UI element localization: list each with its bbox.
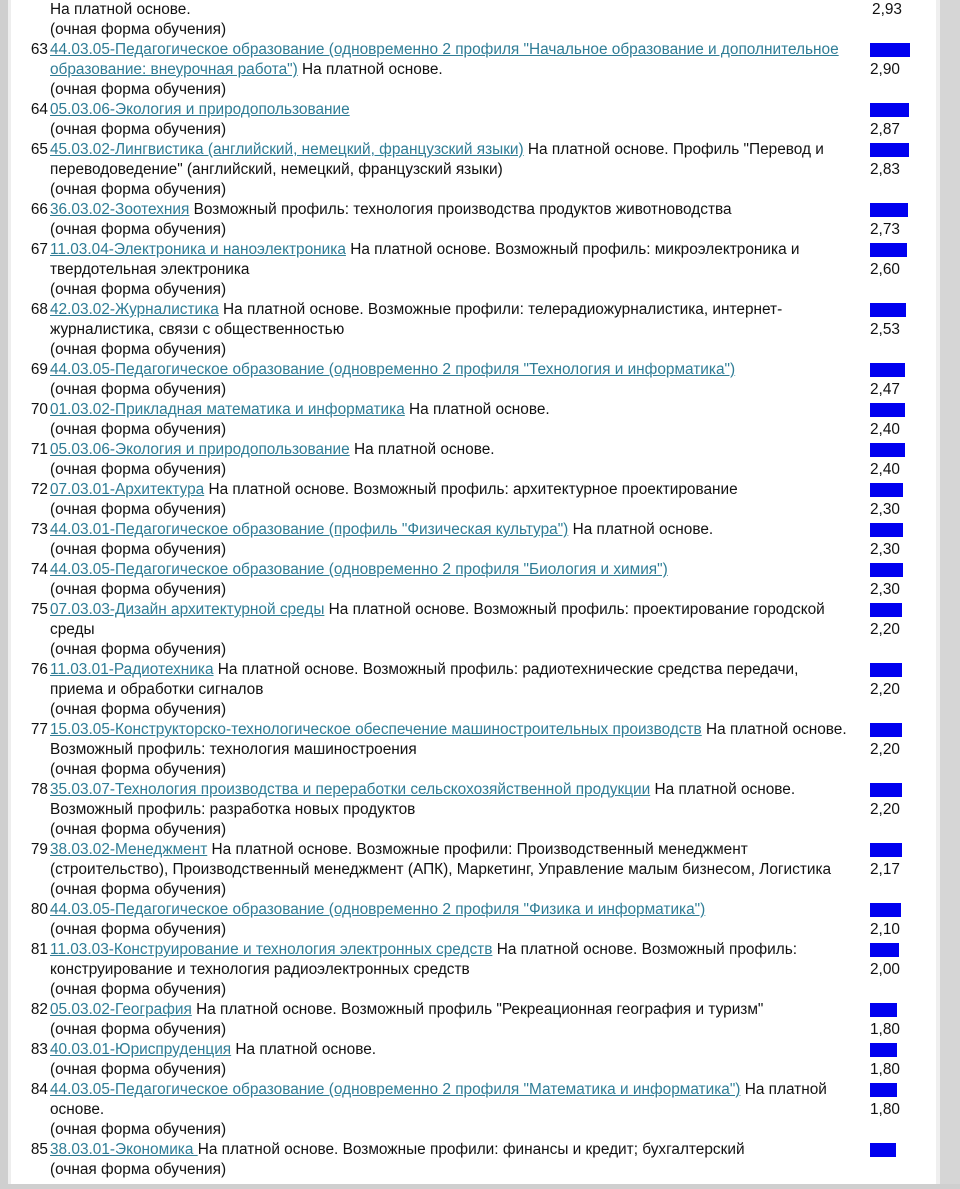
- rating-value: 2,10: [870, 921, 900, 938]
- item-text: На платной основе.: [568, 521, 714, 538]
- rating-cell: [868, 560, 924, 598]
- study-form-label: (очная форма обучения): [50, 981, 227, 998]
- list-item: [0, 100, 936, 140]
- rating-value: 2,20: [870, 681, 900, 698]
- list-item: [0, 780, 936, 840]
- item-rank: 64: [30, 101, 48, 118]
- item-rank: 68: [30, 301, 48, 318]
- study-form-label: (очная форма обучения): [50, 181, 227, 198]
- item-rank: 75: [30, 601, 48, 618]
- list-item: [0, 900, 936, 940]
- rating-value: 2,20: [870, 801, 900, 818]
- rating-cell: [868, 1140, 924, 1157]
- item-rank: 81: [30, 941, 48, 958]
- rating-bar: [870, 1143, 896, 1157]
- rating-value: 2,47: [870, 381, 900, 398]
- study-form-label: (очная форма обучения): [50, 821, 227, 838]
- rating-bar: [870, 903, 901, 917]
- list-item: [0, 1140, 936, 1180]
- rating-bar: [870, 43, 910, 57]
- item-description: [50, 660, 852, 720]
- list-item: [0, 40, 936, 100]
- rating-cell: [868, 1080, 924, 1118]
- ranking-rows: [0, 40, 936, 1180]
- study-form-label: (очная форма обучения): [50, 501, 227, 518]
- rating-cell: [868, 900, 924, 938]
- list-item: [0, 360, 936, 400]
- rating-cell: [868, 100, 924, 138]
- rating-value: 2,53: [870, 321, 900, 338]
- item-text: На платной основе. Возможный профиль: радиотехнические средства передачи, приема и обработки сигналов: [50, 661, 799, 698]
- rating-cell: [868, 400, 924, 438]
- rating-bar: [870, 1083, 897, 1097]
- item-description: [50, 480, 852, 520]
- rating-cell: [868, 780, 924, 818]
- item-rank: 70: [30, 401, 48, 418]
- item-description: [50, 240, 852, 300]
- rating-value: 2,30: [870, 501, 900, 518]
- program-link[interactable]: 44.03.01-Педагогическое образование (профиль "Физическая культура"): [50, 521, 569, 538]
- study-form-label: (очная форма обучения): [50, 641, 227, 658]
- item-text: На платной основе.: [50, 1, 191, 18]
- item-description: [50, 780, 852, 840]
- rating-value: 2,40: [870, 421, 900, 438]
- item-text: На платной основе. Возможные профили: Производственный менеджмент (строительство), Производственный менеджмент (АПК), Маркетинг, Управление малым бизнесом, Логистика: [50, 841, 832, 878]
- program-link[interactable]: 36.03.02-Зоотехния: [50, 201, 190, 218]
- item-description: [50, 520, 852, 560]
- rating-cell: [868, 940, 924, 978]
- item-rank: 69: [30, 361, 48, 378]
- study-form-label: (очная форма обучения): [50, 1161, 227, 1178]
- rating-bar: [870, 303, 906, 317]
- program-link[interactable]: 38.03.02-Менеджмент: [50, 841, 208, 858]
- study-form-label: (очная форма обучения): [50, 281, 227, 298]
- item-text: На платной основе.: [297, 61, 443, 78]
- program-link[interactable]: 07.03.03-Дизайн архитектурной среды: [50, 601, 325, 618]
- study-form-label: (очная форма обучения): [50, 881, 227, 898]
- program-link[interactable]: 05.03.02-География: [50, 1001, 192, 1018]
- study-form-label: (очная форма обучения): [50, 541, 227, 558]
- study-form-label: (очная форма обучения): [50, 341, 227, 358]
- item-description: [50, 360, 852, 400]
- item-text: На платной основе.: [349, 441, 495, 458]
- program-link[interactable]: 45.03.02-Лингвистика (английский, немецкий, французский языки): [50, 141, 524, 158]
- item-rank: 83: [30, 1041, 48, 1058]
- rating-value: 2,30: [870, 581, 900, 598]
- rating-value: 2,30: [870, 541, 900, 558]
- item-description: [50, 840, 852, 900]
- item-rank: 74: [30, 561, 48, 578]
- rating-value: 2,87: [870, 121, 900, 138]
- rating-bar: [870, 103, 909, 117]
- list-item: [0, 1040, 936, 1080]
- item-rank: 65: [30, 141, 48, 158]
- rating-value: 2,40: [870, 461, 900, 478]
- item-rank: 79: [30, 841, 48, 858]
- rating-bar: [870, 203, 908, 217]
- rating-cell: [868, 140, 924, 178]
- rating-bar: [870, 783, 902, 797]
- rating-bar: [870, 523, 903, 537]
- list-item: [0, 600, 936, 660]
- list-item: [0, 520, 936, 560]
- item-description: [50, 940, 852, 1000]
- item-description: [50, 900, 852, 940]
- program-link[interactable]: 05.03.06-Экология и природопользование: [50, 441, 350, 458]
- item-description: [50, 560, 852, 600]
- list-item: [0, 940, 936, 1000]
- rating-bar: [870, 843, 902, 857]
- item-description: [50, 40, 852, 100]
- rating-cell: [868, 1000, 924, 1038]
- item-description: [50, 1040, 852, 1080]
- rating-value: 2,93: [872, 1, 902, 18]
- program-link[interactable]: 11.03.03-Конструирование и технология электронных средств: [50, 941, 493, 958]
- rating-value: 1,80: [870, 1021, 900, 1038]
- rating-bar: [870, 143, 909, 157]
- program-link[interactable]: 38.03.01-Экономика: [50, 1141, 198, 1158]
- item-description: [50, 0, 852, 40]
- rating-bar: [870, 563, 903, 577]
- item-description: [50, 140, 852, 200]
- rating-bar: [870, 443, 905, 457]
- rating-cell: [868, 1040, 924, 1078]
- item-text: На платной основе. Возможный профиль: технология машиностроения: [50, 721, 847, 758]
- program-link[interactable]: 44.03.05-Педагогическое образование (одновременно 2 профиля "Биология и химия"): [50, 561, 668, 578]
- study-form-label: (очная форма обучения): [50, 121, 227, 138]
- item-text: На платной основе. Возможный профиль: конструирование и технология радиоэлектронных средств: [50, 941, 797, 978]
- item-text: На платной основе. Возможный профиль: микроэлектроника и твердотельная электроника: [50, 241, 800, 278]
- list-item-partial: [0, 0, 936, 40]
- rating-cell: [868, 600, 924, 638]
- list-item: [0, 720, 936, 780]
- item-rank: 85: [30, 1141, 48, 1158]
- rating-cell: [868, 440, 924, 478]
- rating-value: 2,90: [870, 61, 900, 78]
- rating-cell: [868, 840, 924, 878]
- item-description: [50, 720, 852, 780]
- item-description: [50, 200, 852, 240]
- program-link[interactable]: 15.03.05-Конструкторско-технологическое обеспечение машиностроительных производств: [50, 721, 702, 738]
- list-item: [0, 400, 936, 440]
- study-form-label: (очная форма обучения): [50, 221, 227, 238]
- rating-cell: [868, 300, 924, 338]
- item-rank: 63: [30, 41, 48, 58]
- item-text: На платной основе.: [404, 401, 550, 418]
- rating-bar: [870, 1043, 897, 1057]
- item-rank: 73: [30, 521, 48, 538]
- list-item: [0, 300, 936, 360]
- study-form-label: (очная форма обучения): [50, 761, 227, 778]
- rating-bar: [870, 723, 902, 737]
- item-description: [50, 100, 852, 140]
- rating-cell: [868, 360, 924, 398]
- rating-value: 1,80: [870, 1061, 900, 1078]
- rating-cell: [868, 660, 924, 698]
- item-text: На платной основе.: [231, 1041, 377, 1058]
- study-form-label: (очная форма обучения): [50, 421, 227, 438]
- list-item: [0, 840, 936, 900]
- item-text: На платной основе. Возможный профиль "Рекреационная география и туризм": [191, 1001, 764, 1018]
- item-rank: 72: [30, 481, 48, 498]
- item-text: Возможный профиль: технология производства продуктов животноводства: [189, 201, 732, 218]
- study-form-label: (очная форма обучения): [50, 461, 227, 478]
- item-rank: 71: [30, 441, 48, 458]
- study-form-label: (очная форма обучения): [50, 701, 227, 718]
- rating-cell: [868, 200, 924, 238]
- program-link[interactable]: 40.03.01-Юриспруденция: [50, 1041, 232, 1058]
- list-item: [0, 560, 936, 600]
- program-link[interactable]: 44.03.05-Педагогическое образование (одновременно 2 профиля "Технология и информатика"): [50, 361, 736, 378]
- item-text: На платной основе. Возможные профили: телерадиожурналистика, интернет-журналистика, связи с общественностью: [50, 301, 783, 338]
- rating-bar: [870, 363, 905, 377]
- rating-bar: [870, 603, 902, 617]
- item-text: На платной основе. Возможный профиль: архитектурное проектирование: [204, 481, 738, 498]
- item-rank: 67: [30, 241, 48, 258]
- rating-cell: [868, 720, 924, 758]
- list-item: [0, 200, 936, 240]
- scrollbar-edge: [936, 0, 940, 1189]
- rating-value: 2,83: [870, 161, 900, 178]
- item-description: [50, 300, 852, 360]
- program-link[interactable]: 42.03.02-Журналистика: [50, 301, 219, 318]
- program-link[interactable]: 11.03.04-Электроника и наноэлектроника: [50, 241, 346, 258]
- list-item: [0, 1000, 936, 1040]
- program-link[interactable]: 35.03.07-Технология производства и переработки сельскохозяйственной продукции: [50, 781, 651, 798]
- program-link[interactable]: 07.03.01-Архитектура: [50, 481, 205, 498]
- list-item: [0, 440, 936, 480]
- list-item: [0, 1080, 936, 1140]
- rating-cell: [868, 240, 924, 278]
- rating-bar: [870, 943, 899, 957]
- rating-cell: [868, 40, 924, 78]
- study-form-label: (очная форма обучения): [50, 1021, 227, 1038]
- item-text: На платной основе. Возможный профиль: разработка новых продуктов: [50, 781, 796, 818]
- rating-bar: [870, 663, 902, 677]
- item-description: [50, 600, 852, 660]
- list-item: [0, 240, 936, 300]
- study-form-label: (очная форма обучения): [50, 381, 227, 398]
- program-link[interactable]: 44.03.05-Педагогическое образование (одновременно 2 профиля "Начальное образование и дополнительное образование: внеурочная работа"): [50, 41, 839, 78]
- study-form-label: (очная форма обучения): [50, 1061, 227, 1078]
- rating-value: 2,00: [870, 961, 900, 978]
- item-description: [50, 400, 852, 440]
- program-link[interactable]: 44.03.05-Педагогическое образование (одновременно 2 профиля "Физика и информатика"): [50, 901, 706, 918]
- study-form-label: (очная форма обучения): [50, 921, 227, 938]
- list-item: [0, 480, 936, 520]
- study-form-label: (очная форма обучения): [50, 21, 227, 38]
- rating-cell: [868, 520, 924, 558]
- item-text: На платной основе. Возможный профиль: проектирование городской среды: [50, 601, 825, 638]
- item-description: [50, 1080, 852, 1140]
- program-link[interactable]: 05.03.06-Экология и природопользование: [50, 101, 350, 118]
- item-text: На платной основе.: [50, 1081, 827, 1118]
- rating-value: 2,20: [870, 621, 900, 638]
- rating-bar: [870, 483, 903, 497]
- item-text: На платной основе. Профиль "Перевод и переводоведение" (английский, немецкий, французский языки): [50, 141, 824, 178]
- item-rank: 80: [30, 901, 48, 918]
- rating-bar: [870, 403, 905, 417]
- program-link[interactable]: 44.03.05-Педагогическое образование (одновременно 2 профиля "Математика и информатика"): [50, 1081, 741, 1098]
- window-frame-bottom: [0, 1184, 960, 1189]
- item-description: [50, 440, 852, 480]
- item-description: [50, 1140, 852, 1180]
- item-description: [50, 1000, 852, 1040]
- rating-bar: [870, 243, 907, 257]
- item-rank: 66: [30, 201, 48, 218]
- rating-bar: [870, 1003, 897, 1017]
- item-rank: 78: [30, 781, 48, 798]
- program-link[interactable]: 11.03.01-Радиотехника: [50, 661, 214, 678]
- study-form-label: (очная форма обучения): [50, 1121, 227, 1138]
- study-form-label: (очная форма обучения): [50, 581, 227, 598]
- item-rank: 84: [30, 1081, 48, 1098]
- item-rank: 76: [30, 661, 48, 678]
- rating-cell: [868, 480, 924, 518]
- study-form-label: (очная форма обучения): [50, 81, 227, 98]
- rating-value: 2,73: [870, 221, 900, 238]
- rating-value: 1,80: [870, 1101, 900, 1118]
- rating-value: 2,17: [870, 861, 900, 878]
- item-rank: 82: [30, 1001, 48, 1018]
- program-link[interactable]: 01.03.02-Прикладная математика и информатика: [50, 401, 405, 418]
- list-item: [0, 660, 936, 720]
- rating-value: 2,20: [870, 741, 900, 758]
- list-item: [0, 140, 936, 200]
- item-rank: 77: [30, 721, 48, 738]
- rating-value: 2,60: [870, 261, 900, 278]
- scrollbar-track[interactable]: [940, 0, 960, 1189]
- item-text: На платной основе. Возможные профили: финансы и кредит; бухгалтерский: [197, 1141, 745, 1158]
